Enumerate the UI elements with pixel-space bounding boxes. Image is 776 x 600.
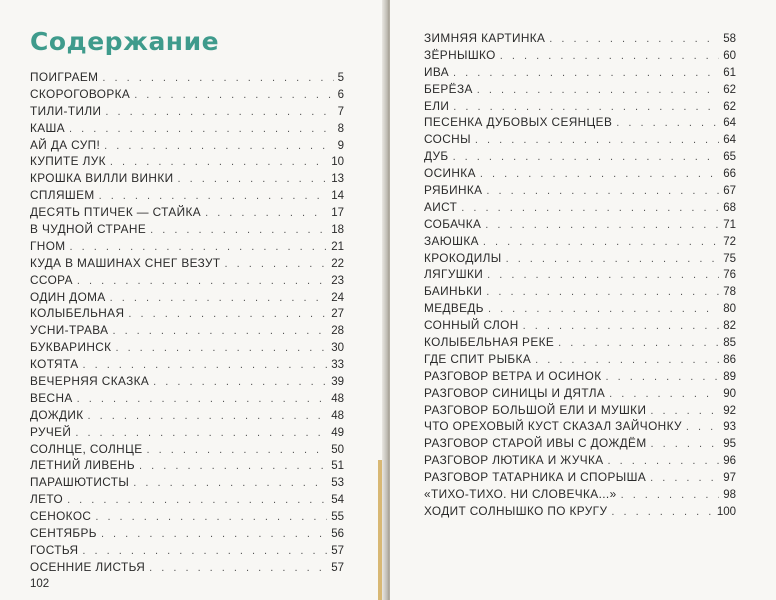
contents-entry <box>30 560 344 577</box>
entry-title: КРОКОДИЛЫ <box>424 250 502 265</box>
entry-title: СПЛЯШЕМ <box>30 188 95 203</box>
entry-title: РАЗГОВОР БОЛЬШОЙ ЕЛИ И МУШКИ <box>424 402 647 417</box>
entry-title: ЗАЮШКА <box>424 233 479 248</box>
dot-leader <box>110 292 328 304</box>
entry-page-number: 68 <box>723 201 736 214</box>
contents-entry <box>30 222 344 239</box>
contents-entry <box>424 470 736 487</box>
entry-page-number: 14 <box>331 190 344 203</box>
entry-title: КОЛЫБЕЛЬНАЯ РЕКЕ <box>424 335 555 350</box>
entry-title: КРОШКА ВИЛЛИ ВИНКИ <box>30 171 174 186</box>
spine-edge <box>378 460 382 600</box>
entry-title: СКОРОГОВОРКА <box>30 86 131 101</box>
dot-leader <box>88 410 328 422</box>
entry-page-number: 97 <box>723 472 736 485</box>
contents-entry <box>30 171 344 188</box>
contents-entry <box>30 526 344 543</box>
entry-page-number: 13 <box>331 173 344 186</box>
entry-page-number: 72 <box>723 235 736 248</box>
dot-leader <box>153 376 327 388</box>
entry-title: РАЗГОВОР ЛЮТИКА И ЖУЧКА <box>424 453 604 468</box>
contents-entry <box>424 82 736 99</box>
entry-title: РАЗГОВОР СТАРОЙ ИВЫ С ДОЖДЁМ <box>424 436 647 451</box>
entry-page-number: 39 <box>331 376 344 389</box>
entry-page-number: 27 <box>331 308 344 321</box>
dot-leader <box>149 562 327 574</box>
entry-title: ОСЕННИЕ ЛИСТЬЯ <box>30 559 146 574</box>
contents-entry <box>30 205 344 222</box>
entry-page-number: 75 <box>723 252 736 265</box>
contents-entry <box>30 273 344 290</box>
contents-entry <box>30 239 344 256</box>
contents-entry <box>30 458 344 475</box>
dot-leader <box>139 460 327 472</box>
dot-leader <box>523 320 720 332</box>
dot-leader <box>82 359 327 371</box>
entry-title: ЛЯГУШКИ <box>424 267 484 282</box>
entry-page-number: 93 <box>723 421 736 434</box>
entry-title: СОСНЫ <box>424 132 471 147</box>
entry-page-number: 61 <box>723 66 736 79</box>
entry-page-number: 85 <box>723 337 736 350</box>
dot-leader <box>112 325 327 337</box>
entry-title: ПОИГРАЕМ <box>30 70 99 84</box>
entry-page-number: 7 <box>337 105 344 118</box>
dot-leader <box>225 258 328 270</box>
entry-page-number: 51 <box>331 460 344 473</box>
entry-title: РАЗГОВОР ВЕТРА И ОСИНОК <box>424 368 602 383</box>
dot-leader <box>77 393 328 405</box>
entry-title: МЕДВЕДЬ <box>424 301 484 316</box>
page-number: 102 <box>30 578 50 590</box>
entry-title: КАША <box>30 120 66 135</box>
entry-page-number: 22 <box>331 257 344 270</box>
entry-title: БУКВАРИНСК <box>30 340 112 355</box>
entry-page-number: 62 <box>723 100 736 113</box>
entry-title: В ЧУДНОЙ СТРАНЕ <box>30 222 147 237</box>
entry-title: АЙ ДА СУП! <box>30 137 101 152</box>
entry-page-number: 48 <box>331 392 344 405</box>
contents-entry <box>30 340 344 357</box>
entry-page-number: 62 <box>723 83 736 96</box>
entry-page-number: 71 <box>723 218 736 231</box>
entry-page-number: 65 <box>723 151 736 164</box>
entry-page-number: 54 <box>331 494 344 507</box>
entry-title: ДУБ <box>424 149 449 164</box>
dot-leader <box>608 455 720 467</box>
contents-entry <box>30 475 344 492</box>
contents-entry <box>30 138 344 155</box>
entry-page-number: 6 <box>337 88 344 101</box>
dot-leader <box>461 202 719 214</box>
contents-entry <box>424 301 736 318</box>
dot-leader <box>506 253 720 265</box>
contents-entry <box>424 149 736 166</box>
dot-leader <box>686 421 719 433</box>
entry-page-number: 10 <box>331 156 344 169</box>
entry-title: ИВА <box>424 64 450 79</box>
dot-leader <box>558 337 719 349</box>
contents-entry <box>424 166 736 183</box>
entry-page-number: 100 <box>716 505 736 518</box>
entry-page-number: 8 <box>337 122 344 135</box>
dot-leader <box>616 117 719 129</box>
contents-entry <box>30 188 344 205</box>
dot-leader <box>105 106 333 118</box>
entry-page-number: 96 <box>723 455 736 468</box>
entry-page-number: 24 <box>331 291 344 304</box>
dot-leader <box>486 286 719 298</box>
entry-title: РАЗГОВОР СИНИЦЫ И ДЯТЛА <box>424 385 606 400</box>
entry-title: КОТЯТА <box>30 357 79 372</box>
entry-title: РАЗГОВОР ТАТАРНИКА И СПОРЫША <box>424 470 647 485</box>
contents-entry <box>30 70 344 87</box>
contents-entry <box>424 369 736 386</box>
entry-title: ЧТО ОРЕХОВЫЙ КУСТ СКАЗАЛ ЗАЙЧОНКУ <box>424 419 682 434</box>
entry-page-number: 82 <box>723 320 736 333</box>
contents-entry <box>424 419 736 436</box>
entry-title: СЕНТЯБРЬ <box>30 526 97 541</box>
entry-title: ПЕСЕНКА ДУБОВЫХ СЕЯНЦЕВ <box>424 115 613 130</box>
entry-title: КУПИТЕ ЛУК <box>30 154 106 169</box>
entry-title: ВЕСНА <box>30 390 73 405</box>
contents-entry <box>424 504 736 521</box>
contents-entry <box>424 284 736 301</box>
contents-entry <box>30 391 344 408</box>
contents-list-left <box>30 70 344 577</box>
contents-entry <box>30 104 344 121</box>
contents-entry <box>424 403 736 420</box>
dot-leader <box>95 511 327 523</box>
entry-page-number: 57 <box>331 561 344 574</box>
entry-page-number: 89 <box>723 370 736 383</box>
dot-leader <box>650 472 719 484</box>
entry-page-number: 55 <box>331 511 344 524</box>
contents-entry <box>30 290 344 307</box>
contents-entry <box>424 132 736 149</box>
contents-title: Содержание <box>30 27 220 56</box>
contents-entry <box>424 251 736 268</box>
contents-entry <box>30 509 344 526</box>
entry-page-number: 57 <box>331 544 344 557</box>
contents-entry <box>424 200 736 217</box>
dot-leader <box>146 444 327 456</box>
contents-entry <box>424 487 736 504</box>
dot-leader <box>485 219 719 231</box>
dot-leader <box>650 405 719 417</box>
dot-leader <box>134 89 333 101</box>
entry-page-number: 86 <box>723 353 736 366</box>
dot-leader <box>609 388 719 400</box>
entry-title: ЗЁРНЫШКО <box>424 47 496 62</box>
entry-title: КУДА В МАШИНАХ СНЕГ ВЕЗУТ <box>30 255 221 270</box>
contents-entry <box>424 217 736 234</box>
contents-entry <box>30 121 344 138</box>
entry-title: РЯБИНКА <box>424 183 483 198</box>
contents-entry <box>424 183 736 200</box>
dot-leader <box>606 371 720 383</box>
dot-leader <box>453 151 720 163</box>
contents-entry <box>424 234 736 251</box>
entry-page-number: 76 <box>723 269 736 282</box>
entry-title: ОСИНКА <box>424 166 476 181</box>
entry-title: БАИНЬКИ <box>424 284 483 299</box>
entry-title: РУЧЕЙ <box>30 424 72 439</box>
dot-leader <box>67 494 327 506</box>
dot-leader <box>70 241 328 253</box>
entry-page-number: 56 <box>331 528 344 541</box>
dot-leader <box>453 101 719 113</box>
dot-leader <box>75 427 327 439</box>
dot-leader <box>611 506 712 518</box>
entry-page-number: 9 <box>337 139 344 152</box>
entry-page-number: 49 <box>331 426 344 439</box>
entry-page-number: 66 <box>723 168 736 181</box>
dot-leader <box>178 173 328 185</box>
dot-leader <box>549 33 719 45</box>
dot-leader <box>488 303 719 315</box>
dot-leader <box>205 207 327 219</box>
entry-title: СОННЫЙ СЛОН <box>424 318 519 333</box>
entry-page-number: 5 <box>337 72 344 84</box>
entry-page-number: 28 <box>331 325 344 338</box>
contents-entry <box>424 31 736 48</box>
left-page <box>0 0 386 600</box>
entry-page-number: 64 <box>723 134 736 147</box>
entry-title: АИСТ <box>424 199 458 214</box>
dot-leader <box>101 528 327 540</box>
contents-entry <box>424 115 736 132</box>
dot-leader <box>453 67 719 79</box>
contents-entry <box>30 408 344 425</box>
dot-leader <box>133 477 327 489</box>
entry-title: ДОЖДИК <box>30 407 84 422</box>
dot-leader <box>82 545 327 557</box>
entry-title: БЕРЁЗА <box>424 81 473 96</box>
entry-page-number: 80 <box>723 303 736 316</box>
entry-title: СЕНОКОС <box>30 509 92 524</box>
contents-entry <box>424 436 736 453</box>
entry-title: ССОРА <box>30 272 73 287</box>
entry-page-number: 60 <box>723 49 736 62</box>
contents-entry <box>30 374 344 391</box>
entry-title: ДЕСЯТЬ ПТИЧЕК — СТАЙКА <box>30 205 202 220</box>
entry-page-number: 17 <box>331 207 344 220</box>
dot-leader <box>486 185 719 197</box>
contents-entry <box>30 87 344 104</box>
dot-leader <box>500 50 719 62</box>
contents-entry <box>424 453 736 470</box>
contents-entry <box>424 352 736 369</box>
contents-entry <box>424 386 736 403</box>
contents-entry <box>30 492 344 509</box>
contents-entry <box>30 256 344 273</box>
entry-page-number: 58 <box>723 33 736 45</box>
dot-leader <box>104 140 333 152</box>
dot-leader <box>102 72 333 84</box>
dot-leader <box>150 224 327 236</box>
contents-entry <box>30 442 344 459</box>
entry-title: ТИЛИ-ТИЛИ <box>30 103 102 118</box>
entry-title: ГДЕ СПИТ РЫБКА <box>424 351 532 366</box>
dot-leader <box>475 134 719 146</box>
entry-page-number: 67 <box>723 185 736 198</box>
contents-entry <box>424 99 736 116</box>
entry-title: ГОСТЬЯ <box>30 542 79 557</box>
entry-title: ЗИМНЯЯ КАРТИНКА <box>424 31 546 45</box>
dot-leader <box>128 308 327 320</box>
contents-entry <box>30 543 344 560</box>
dot-leader <box>115 342 327 354</box>
dot-leader <box>487 269 719 281</box>
contents-list-right <box>424 31 736 521</box>
dot-leader <box>69 123 334 135</box>
dot-leader <box>477 84 719 96</box>
contents-entry <box>424 318 736 335</box>
entry-page-number: 48 <box>331 409 344 422</box>
entry-page-number: 78 <box>723 286 736 299</box>
entry-page-number: 33 <box>331 359 344 372</box>
entry-title: ГНОМ <box>30 238 66 253</box>
entry-title: КОЛЫБЕЛЬНАЯ <box>30 306 125 321</box>
entry-title: СОЛНЦЕ, СОЛНЦЕ <box>30 441 143 456</box>
dot-leader <box>621 489 720 501</box>
entry-title: ОДИН ДОМА <box>30 289 106 304</box>
contents-entry <box>424 48 736 65</box>
entry-title: ХОДИТ СОЛНЫШКО ПО КРУГУ <box>424 503 608 518</box>
entry-title: УСНИ-ТРАВА <box>30 323 109 338</box>
entry-title: СОБАЧКА <box>424 216 482 231</box>
contents-entry <box>30 357 344 374</box>
entry-page-number: 64 <box>723 117 736 130</box>
entry-page-number: 50 <box>331 443 344 456</box>
contents-entry <box>424 65 736 82</box>
entry-page-number: 98 <box>723 489 736 502</box>
contents-entry <box>30 323 344 340</box>
dot-leader <box>99 190 328 202</box>
entry-title: «ТИХО-ТИХО. НИ СЛОВЕЧКА...» <box>424 487 617 502</box>
contents-entry <box>30 425 344 442</box>
entry-page-number: 18 <box>331 224 344 237</box>
dot-leader <box>651 438 720 450</box>
contents-entry <box>30 154 344 171</box>
right-page <box>390 0 776 600</box>
entry-page-number: 21 <box>331 240 344 253</box>
contents-entry <box>424 267 736 284</box>
entry-title: ВЕЧЕРНЯЯ СКАЗКА <box>30 374 150 389</box>
dot-leader <box>77 275 327 287</box>
dot-leader <box>535 354 719 366</box>
contents-entry <box>424 335 736 352</box>
entry-page-number: 95 <box>723 438 736 451</box>
dot-leader <box>110 156 327 168</box>
entry-title: ПАРАШЮТИСТЫ <box>30 475 130 490</box>
entry-title: ЕЛИ <box>424 98 450 113</box>
entry-page-number: 30 <box>331 342 344 355</box>
contents-entry <box>30 306 344 323</box>
entry-page-number: 90 <box>723 387 736 400</box>
dot-leader <box>483 236 719 248</box>
dot-leader <box>480 168 719 180</box>
entry-title: ЛЕТО <box>30 492 64 507</box>
entry-page-number: 23 <box>331 274 344 287</box>
entry-page-number: 53 <box>331 477 344 490</box>
entry-page-number: 92 <box>723 404 736 417</box>
entry-title: ЛЕТНИЙ ЛИВЕНЬ <box>30 458 135 473</box>
